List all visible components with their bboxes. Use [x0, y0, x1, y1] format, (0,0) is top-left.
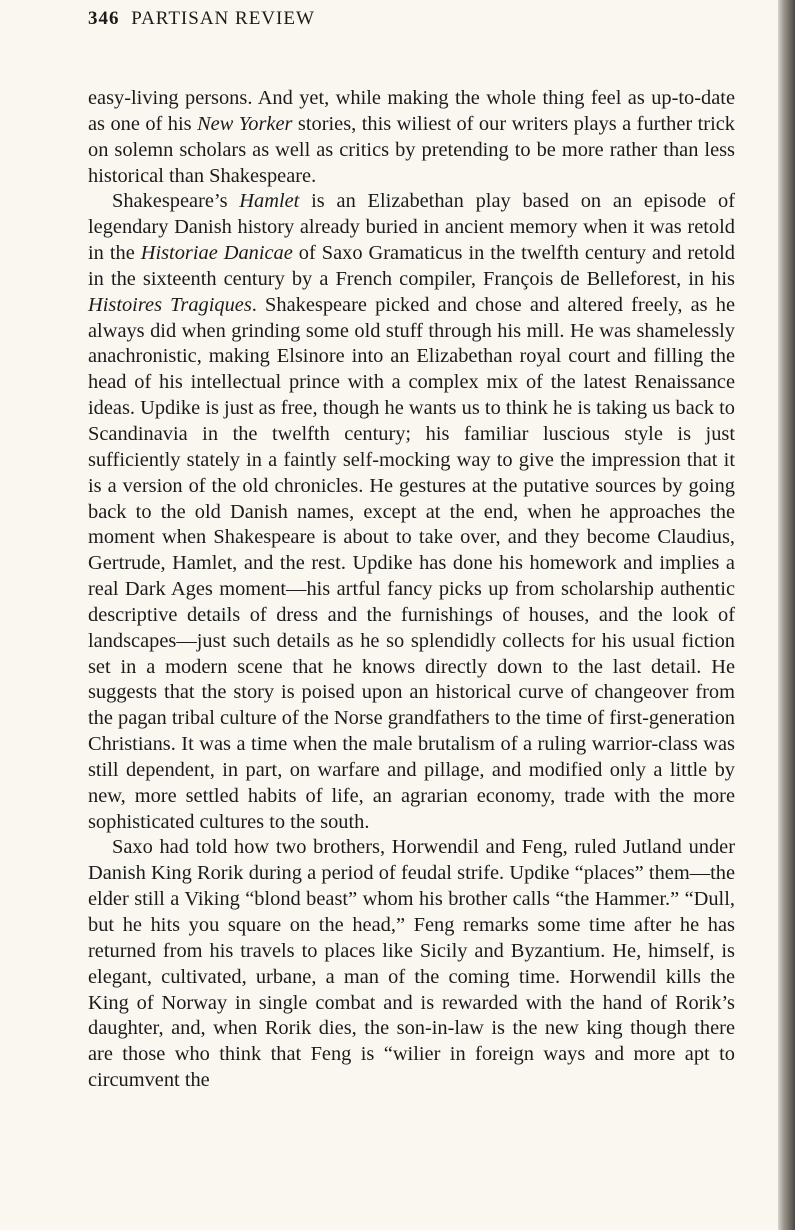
text-run: . Shakespeare picked and chose and altered freely, as he always did when grinding some old stuff through his mill. He was shamelessly anachronistic, making Elsinore into an Elizabethan royal court and filling the head of his intellectual prince with a complex mix of the latest Renaissance ideas. Updike is just as free, though he wants us to think he is taking us back to Scandinavia in the twelfth century; his familiar luscious style is just sufficiently stately in a faintly self-mocking way to give the impression that it is a version of the old chronicles. He gestures at the putative sources by going back to the old Danish names, except at the end, when he approaches the moment when Shakespeare is about to take over, and they become Claudius, Gertrude, Hamlet, and the rest. Updike has done his homework and implies a real Dark Ages moment—his artful fancy picks up from scholarship authentic descriptive details of dress and the furnishings of houses, and the look of landscapes—just such details as he so splendidly collects for his usual fiction set in a modern scene that he knows directly down to the last detail. He suggests that the story is poised upon an historical curve of changeover from the pagan tribal culture of the Norse grandfathers to the time of first-generation Christians. It was a time when the male brutalism of a ruling warrior-class was still dependent, in part, on warfare and pillage, and modified only a little by new, more settled habits of life, an agrarian economy, trade with the more sophisticated cultures to the south.: [88, 293, 735, 833]
running-head: [88, 8, 315, 30]
paragraph: [88, 86, 735, 189]
page-number: 346: [88, 8, 120, 29]
text-run: Saxo had told how two brothers, Horwendil and Feng, ruled Jutland under Danish King Rorik during a period of feudal strife. Updike “places” them—the elder still a Viking “blond beast” whom his brother calls “the Hammer.” “Dull, but he hits you square on the head,” Feng remarks some time after he has returned from his travels to places like Sicily and Byzantium. He, himself, is elegant, cultivated, urbane, a man of the coming time. Horwendil kills the King of Norway in single combat and is rewarded with the hand of Rorik’s daughter, and, when Rorik dies, the son-in-law is the new king though there are those who think that Feng is “wilier in foreign ways and more apt to circumvent the: [88, 836, 735, 1092]
text-run: of Saxo Gramaticus in the twelfth century and retold in the sixteenth century by a French compiler, François de Belleforest, in his: [88, 242, 735, 290]
paragraph: [88, 835, 735, 1093]
body-text: [88, 86, 735, 1094]
italic-title: New Yorker: [197, 112, 293, 135]
text-run: is an Elizabethan play based on an episode of legendary Danish history already buried in ancient memory when it was retold in the: [88, 190, 735, 265]
journal-title: PARTISAN REVIEW: [131, 8, 315, 29]
italic-title: Hamlet: [239, 190, 300, 213]
italic-title: Histoires Tragiques: [88, 293, 252, 316]
text-run: Shakespeare’s: [112, 190, 240, 213]
paragraph: [88, 189, 735, 835]
text-run: easy-living persons. And yet, while making the whole thing feel as up-to-date as one of his: [88, 87, 735, 135]
page-edge-shadow: [778, 0, 795, 1230]
text-run: stories, this wiliest of our writers plays a further trick on solemn scholars as well as critics by pretending to be more rather than less historical than Shakespeare.: [88, 112, 735, 187]
italic-title: Historiae Danicae: [140, 242, 293, 265]
